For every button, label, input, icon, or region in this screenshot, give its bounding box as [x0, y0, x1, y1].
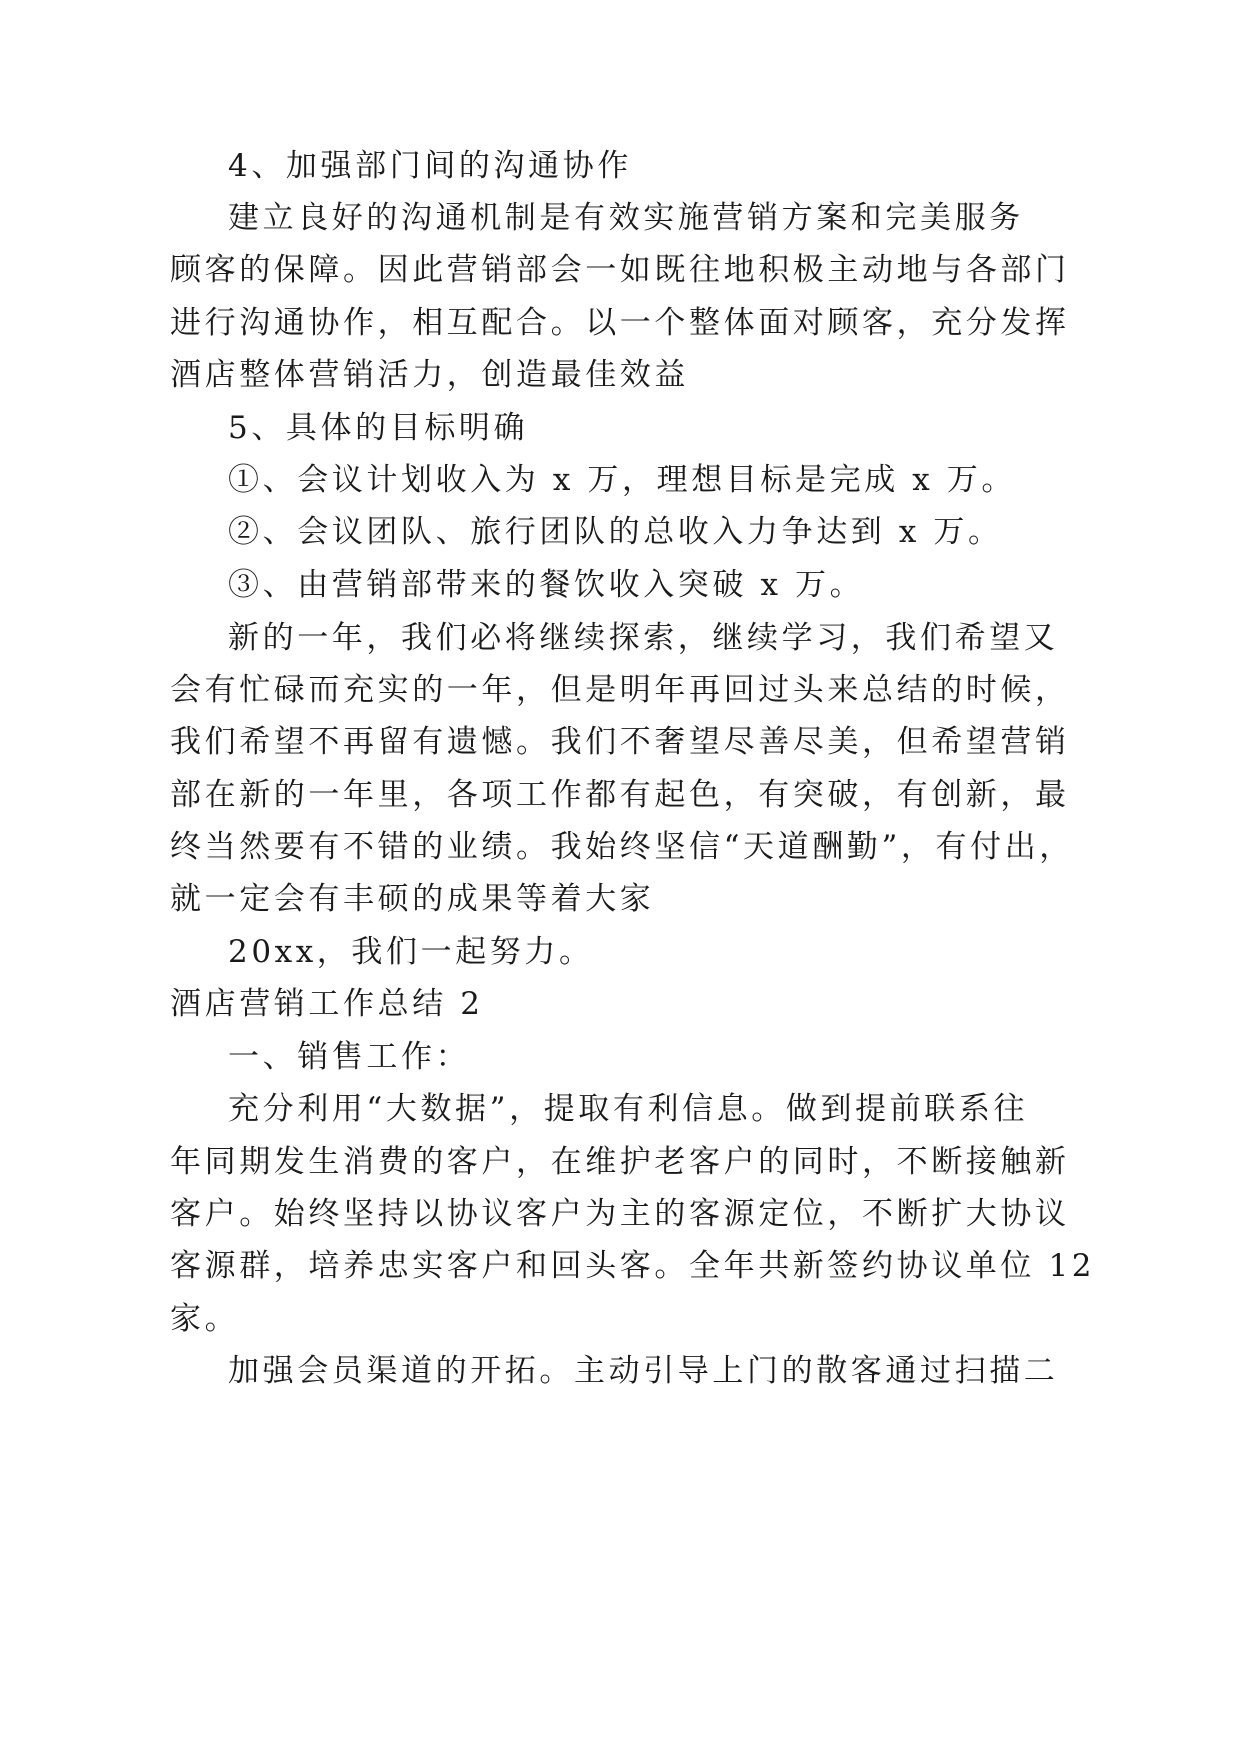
- target-item: ②、会议团队、旅行团队的总收入力争达到 x 万。: [228, 514, 1003, 550]
- paragraph-line: 建立良好的沟通机制是有效实施营销方案和完美服务: [228, 200, 1024, 236]
- paragraph-line: 顾客的保障。因此营销部会一如既往地积极主动地与各部门: [170, 252, 1070, 288]
- paragraph-line: 我们希望不再留有遗憾。我们不奢望尽善尽美，但希望营销: [170, 724, 1070, 760]
- paragraph-line: 就一定会有丰硕的成果等着大家: [170, 881, 655, 917]
- paragraph-line: 年同期发生消费的客户，在维护老客户的同时，不断接触新: [170, 1144, 1070, 1180]
- paragraph-line: 新的一年，我们必将继续探索，继续学习，我们希望又: [228, 620, 1059, 656]
- target-item: ①、会议计划收入为 x 万，理想目标是完成 x 万。: [228, 462, 1016, 498]
- paragraph-line: 终当然要有不错的业绩。我始终坚信“天道酬勤”，有付出，: [170, 829, 1074, 865]
- paragraph-line: 加强会员渠道的开拓。主动引导上门的散客通过扫描二: [228, 1353, 1059, 1389]
- section-title: 酒店营销工作总结 2: [170, 986, 484, 1022]
- paragraph-line: 充分利用“大数据”，提取有利信息。做到提前联系往: [228, 1091, 1029, 1127]
- paragraph-line: 部在新的一年里，各项工作都有起色，有突破，有创新，最: [170, 777, 1070, 813]
- paragraph-line: 会有忙碌而充实的一年，但是明年再回过头来总结的时候，: [170, 672, 1070, 708]
- closing-line: 20xx，我们一起努力。: [228, 934, 594, 970]
- heading-sales-work: 一、销售工作：: [228, 1039, 471, 1075]
- paragraph-line: 客源群，培养忠实客户和回头客。全年共新签约协议单位 12: [170, 1248, 1096, 1284]
- paragraph-line: 进行沟通协作，相互配合。以一个整体面对顾客，充分发挥: [170, 305, 1070, 341]
- target-item: ③、由营销部带来的餐饮收入突破 x 万。: [228, 567, 865, 603]
- paragraph-line: 家。: [170, 1301, 240, 1337]
- paragraph-line: 酒店整体营销活力，创造最佳效益: [170, 357, 689, 393]
- heading-specific-targets: 5、具体的目标明确: [228, 410, 529, 446]
- paragraph-line: 客户。始终坚持以协议客户为主的客源定位，不断扩大协议: [170, 1196, 1070, 1232]
- heading-strengthen-communication: 4、加强部门间的沟通协作: [228, 148, 632, 184]
